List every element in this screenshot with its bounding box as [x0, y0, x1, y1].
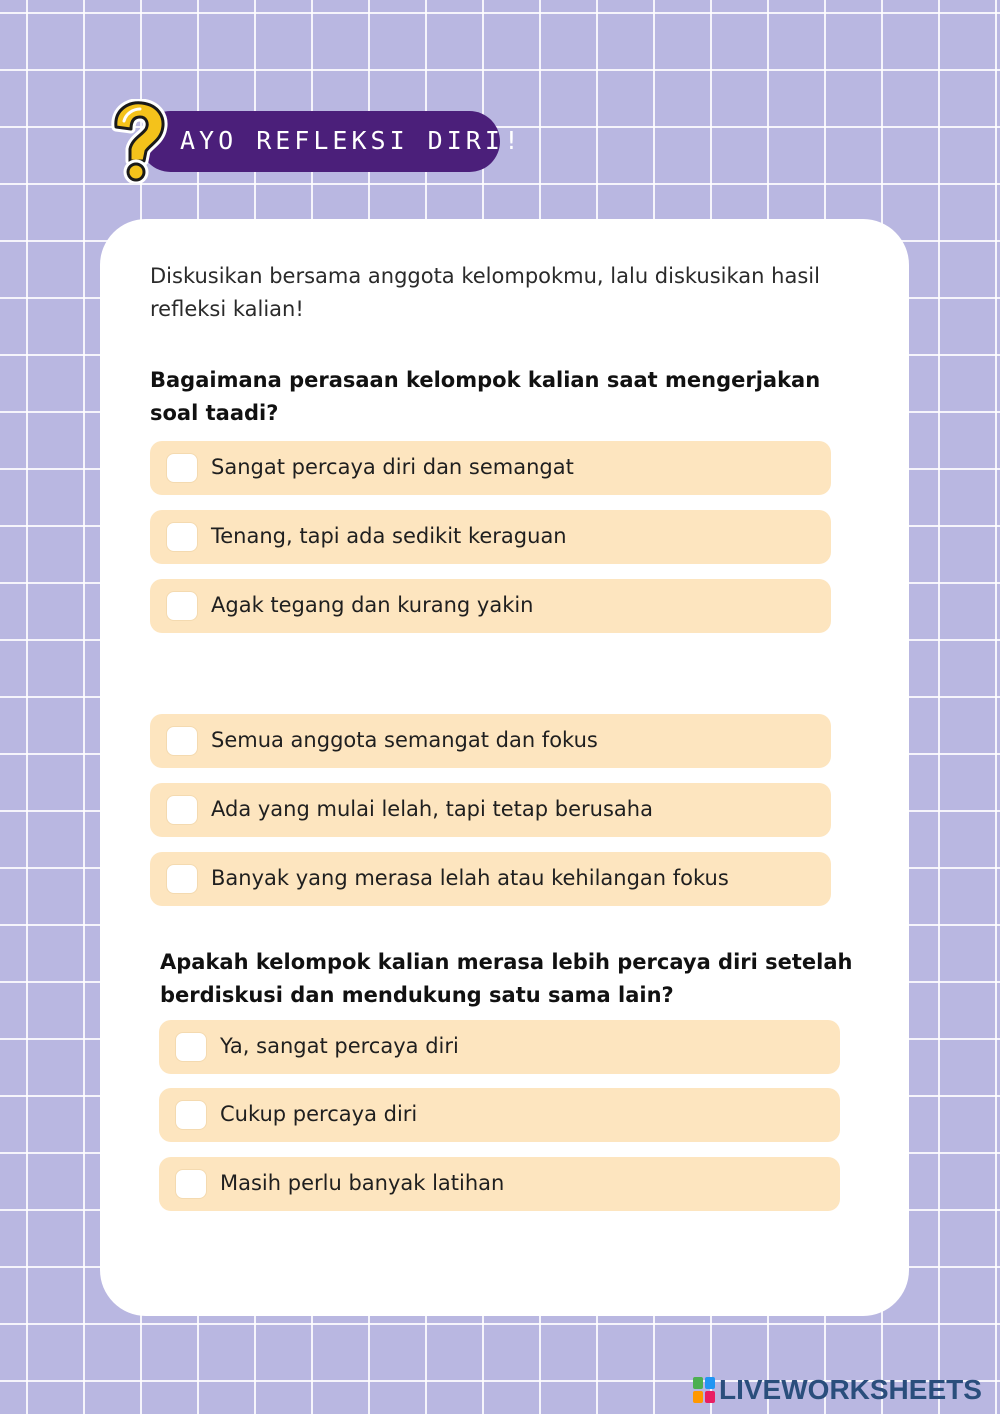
- option-label: Ya, sangat percaya diri: [220, 1034, 459, 1058]
- checkbox[interactable]: [166, 591, 198, 621]
- option-2-2[interactable]: [150, 783, 831, 837]
- option-3-2[interactable]: [159, 1088, 840, 1142]
- option-label: Tenang, tapi ada sedikit keraguan: [211, 524, 567, 548]
- watermark-text: LIVEWORKSHEETS: [719, 1374, 982, 1405]
- question-1: Bagaimana perasaan kelompok kalian saat mengerjakan soal taadi?: [150, 368, 821, 425]
- option-label: Banyak yang merasa lelah atau kehilangan fokus: [211, 866, 729, 890]
- checkbox[interactable]: [166, 726, 198, 756]
- option-label: Cukup percaya diri: [220, 1102, 418, 1126]
- option-2-3[interactable]: [150, 852, 831, 906]
- question-mark-icon: [106, 99, 170, 183]
- checkbox[interactable]: [175, 1032, 207, 1062]
- option-label: Sangat percaya diri dan semangat: [211, 455, 574, 479]
- question-3: Apakah kelompok kalian merasa lebih percaya diri setelah berdiskusi dan mendukung satu sama lain?: [160, 950, 853, 1007]
- checkbox[interactable]: [166, 795, 198, 825]
- option-label: Agak tegang dan kurang yakin: [211, 593, 534, 617]
- instruction-text: Diskusikan bersama anggota kelompokmu, lalu diskusikan hasil refleksi kalian!: [150, 264, 820, 321]
- option-1-3[interactable]: [150, 579, 831, 633]
- checkbox[interactable]: [166, 864, 198, 894]
- option-3-1[interactable]: [159, 1020, 840, 1074]
- checkbox[interactable]: [175, 1100, 207, 1130]
- option-2-1[interactable]: [150, 714, 831, 768]
- option-label: Semua anggota semangat dan fokus: [211, 728, 598, 752]
- option-3-3[interactable]: [159, 1157, 840, 1211]
- option-1-2[interactable]: [150, 510, 831, 564]
- checkbox[interactable]: [175, 1169, 207, 1199]
- liveworksheets-logo-icon: [693, 1377, 715, 1403]
- checkbox[interactable]: [166, 522, 198, 552]
- page-title: AYO REFLEKSI DIRI!: [180, 126, 523, 155]
- checkbox[interactable]: [166, 453, 198, 483]
- option-label: Masih perlu banyak latihan: [220, 1171, 505, 1195]
- option-label: Ada yang mulai lelah, tapi tetap berusaha: [211, 797, 653, 821]
- liveworksheets-watermark: [693, 1372, 982, 1408]
- option-1-1[interactable]: [150, 441, 831, 495]
